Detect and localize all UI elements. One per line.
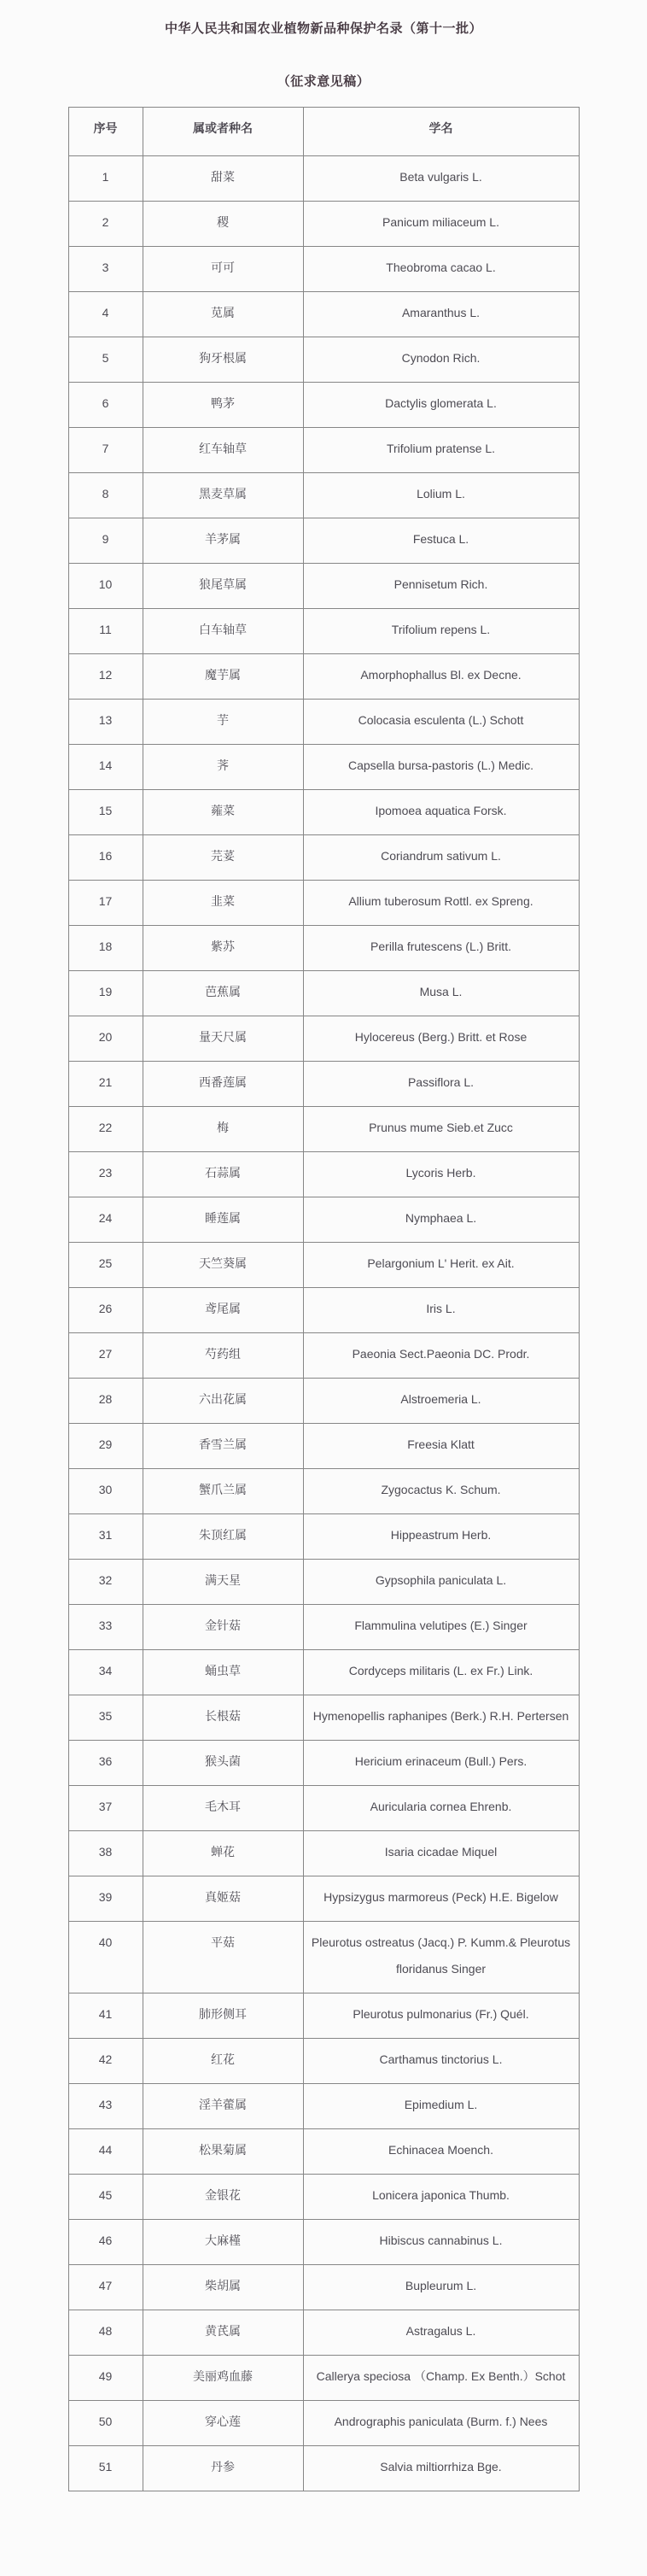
scientific-name-cell: Alstroemeria L.: [303, 1379, 579, 1424]
genus-name-cell: 可可: [143, 247, 303, 292]
table-row: [68, 1650, 579, 1695]
genus-name-cell: 金针菇: [143, 1605, 303, 1650]
row-number-cell: 12: [68, 654, 143, 700]
genus-name-cell: 鸭茅: [143, 383, 303, 428]
row-number-cell: 6: [68, 383, 143, 428]
genus-name-cell: 六出花属: [143, 1379, 303, 1424]
table-row: [68, 2220, 579, 2265]
row-number-cell: 17: [68, 881, 143, 926]
table-row: [68, 1424, 579, 1469]
scientific-name-cell: Panicum miliaceum L.: [303, 202, 579, 247]
row-number-cell: 23: [68, 1152, 143, 1197]
table-row: [68, 1560, 579, 1605]
table-row: [68, 2265, 579, 2310]
row-number-cell: 3: [68, 247, 143, 292]
scientific-name-cell: Lycoris Herb.: [303, 1152, 579, 1197]
table-row: [68, 1107, 579, 1152]
table-row: [68, 1379, 579, 1424]
row-number-cell: 44: [68, 2129, 143, 2175]
table-row: [68, 1695, 579, 1741]
genus-name-cell: 芫荽: [143, 835, 303, 881]
genus-name-cell: 美丽鸡血藤: [143, 2356, 303, 2401]
row-number-cell: 49: [68, 2356, 143, 2401]
genus-name-cell: 紫苏: [143, 926, 303, 971]
table-row: [68, 2039, 579, 2084]
document-title: 中华人民共和国农业植物新品种保护名录（第十一批）: [164, 21, 482, 36]
genus-name-cell: 黄芪属: [143, 2310, 303, 2356]
row-number-cell: 34: [68, 1650, 143, 1695]
document-subtitle: （征求意见稿）: [277, 74, 370, 89]
scientific-name-cell: Carthamus tinctorius L.: [303, 2039, 579, 2084]
genus-name-cell: 黑麦草属: [143, 473, 303, 518]
table-row: [68, 1741, 579, 1786]
scientific-name-cell: Isaria cicadae Miquel: [303, 1831, 579, 1876]
row-number-cell: 11: [68, 609, 143, 654]
scientific-name-cell: Hericium erinaceum (Bull.) Pers.: [303, 1741, 579, 1786]
genus-name-cell: 蛹虫草: [143, 1650, 303, 1695]
table-row: [68, 564, 579, 609]
genus-name-cell: 鸢尾属: [143, 1288, 303, 1333]
table-row: [68, 609, 579, 654]
scientific-name-cell: Musa L.: [303, 971, 579, 1016]
row-number-cell: 35: [68, 1695, 143, 1741]
scientific-name-cell: Festuca L.: [303, 518, 579, 564]
scientific-name-cell: Bupleurum L.: [303, 2265, 579, 2310]
table-row: [68, 518, 579, 564]
row-number-cell: 1: [68, 156, 143, 202]
table-row: [68, 1993, 579, 2039]
genus-name-cell: 松果菊属: [143, 2129, 303, 2175]
scientific-name-cell: Callerya speciosa （Champ. Ex Benth.）Schot: [303, 2356, 579, 2401]
table-row: [68, 247, 579, 292]
table-row: [68, 473, 579, 518]
scientific-name-cell: Hymenopellis raphanipes (Berk.) R.H. Pertersen: [303, 1695, 579, 1741]
genus-name-cell: 朱顶红属: [143, 1514, 303, 1560]
genus-name-cell: 芍药组: [143, 1333, 303, 1379]
row-number-cell: 50: [68, 2401, 143, 2446]
scientific-name-cell: Astragalus L.: [303, 2310, 579, 2356]
table-row: [68, 700, 579, 745]
table-row: [68, 1243, 579, 1288]
row-number-cell: 46: [68, 2220, 143, 2265]
genus-name-cell: 柴胡属: [143, 2265, 303, 2310]
genus-name-cell: 蝉花: [143, 1831, 303, 1876]
genus-name-cell: 长根菇: [143, 1695, 303, 1741]
table-row: [68, 1922, 579, 1993]
scientific-name-cell: Hypsizygus marmoreus (Peck) H.E. Bigelow: [303, 1876, 579, 1922]
row-number-cell: 51: [68, 2446, 143, 2491]
scientific-name-cell: Colocasia esculenta (L.) Schott: [303, 700, 579, 745]
genus-name-cell: 毛木耳: [143, 1786, 303, 1831]
scientific-name-cell: Lonicera japonica Thumb.: [303, 2175, 579, 2220]
genus-name-cell: 香雪兰属: [143, 1424, 303, 1469]
table-row: [68, 1062, 579, 1107]
table-header: [68, 108, 579, 156]
row-number-cell: 36: [68, 1741, 143, 1786]
row-number-cell: 20: [68, 1016, 143, 1062]
scientific-name-cell: Perilla frutescens (L.) Britt.: [303, 926, 579, 971]
row-number-cell: 32: [68, 1560, 143, 1605]
row-number-cell: 22: [68, 1107, 143, 1152]
genus-name-cell: 石蒜属: [143, 1152, 303, 1197]
row-number-cell: 7: [68, 428, 143, 473]
scientific-name-cell: Pleurotus ostreatus (Jacq.) P. Kumm.& Pleurotus floridanus Singer: [303, 1922, 579, 1993]
table-row: [68, 1288, 579, 1333]
row-number-cell: 16: [68, 835, 143, 881]
table-row: [68, 1152, 579, 1197]
row-number-cell: 24: [68, 1197, 143, 1243]
scientific-name-cell: Cordyceps militaris (L. ex Fr.) Link.: [303, 1650, 579, 1695]
row-number-cell: 37: [68, 1786, 143, 1831]
scientific-name-cell: Hippeastrum Herb.: [303, 1514, 579, 1560]
table-body: [68, 156, 579, 2491]
scientific-name-cell: Pennisetum Rich.: [303, 564, 579, 609]
genus-name-cell: 稷: [143, 202, 303, 247]
scientific-name-cell: Iris L.: [303, 1288, 579, 1333]
table-row: [68, 881, 579, 926]
table-row: [68, 926, 579, 971]
scientific-name-cell: Epimedium L.: [303, 2084, 579, 2129]
genus-name-cell: 睡莲属: [143, 1197, 303, 1243]
table-row: [68, 2446, 579, 2491]
row-number-cell: 40: [68, 1922, 143, 1993]
column-header-serial-number: 序号: [68, 108, 143, 156]
genus-name-cell: 淫羊藿属: [143, 2084, 303, 2129]
genus-name-cell: 肺形侧耳: [143, 1993, 303, 2039]
genus-name-cell: 真姬菇: [143, 1876, 303, 1922]
row-number-cell: 47: [68, 2265, 143, 2310]
genus-name-cell: 羊茅属: [143, 518, 303, 564]
table-row: [68, 1514, 579, 1560]
table-row: [68, 337, 579, 383]
row-number-cell: 29: [68, 1424, 143, 1469]
scientific-name-cell: Auricularia cornea Ehrenb.: [303, 1786, 579, 1831]
row-number-cell: 28: [68, 1379, 143, 1424]
scientific-name-cell: Amorphophallus Bl. ex Decne.: [303, 654, 579, 700]
table-row: [68, 2356, 579, 2401]
genus-name-cell: 红车轴草: [143, 428, 303, 473]
genus-name-cell: 平菇: [143, 1922, 303, 1993]
genus-name-cell: 白车轴草: [143, 609, 303, 654]
table-row: [68, 2310, 579, 2356]
genus-name-cell: 苋属: [143, 292, 303, 337]
table-row: [68, 1605, 579, 1650]
genus-name-cell: 穿心莲: [143, 2401, 303, 2446]
table-row: [68, 1469, 579, 1514]
scientific-name-cell: Dactylis glomerata L.: [303, 383, 579, 428]
row-number-cell: 33: [68, 1605, 143, 1650]
row-number-cell: 9: [68, 518, 143, 564]
row-number-cell: 4: [68, 292, 143, 337]
table-row: [68, 1876, 579, 1922]
table-row: [68, 1786, 579, 1831]
scientific-name-cell: Amaranthus L.: [303, 292, 579, 337]
scientific-name-cell: Salvia miltiorrhiza Bge.: [303, 2446, 579, 2491]
genus-name-cell: 蕹菜: [143, 790, 303, 835]
genus-name-cell: 狼尾草属: [143, 564, 303, 609]
column-header-genus-or-species: 属或者种名: [143, 108, 303, 156]
row-number-cell: 2: [68, 202, 143, 247]
genus-name-cell: 梅: [143, 1107, 303, 1152]
row-number-cell: 18: [68, 926, 143, 971]
scientific-name-cell: Theobroma cacao L.: [303, 247, 579, 292]
scientific-name-cell: Capsella bursa-pastoris (L.) Medic.: [303, 745, 579, 790]
scientific-name-cell: Allium tuberosum Rottl. ex Spreng.: [303, 881, 579, 926]
genus-name-cell: 韭菜: [143, 881, 303, 926]
genus-name-cell: 荠: [143, 745, 303, 790]
table-row: [68, 2175, 579, 2220]
table-row: [68, 428, 579, 473]
scientific-name-cell: Gypsophila paniculata L.: [303, 1560, 579, 1605]
table-row: [68, 2084, 579, 2129]
table-row: [68, 1333, 579, 1379]
scientific-name-cell: Trifolium pratense L.: [303, 428, 579, 473]
row-number-cell: 27: [68, 1333, 143, 1379]
column-header-scientific-name: 学名: [303, 108, 579, 156]
row-number-cell: 42: [68, 2039, 143, 2084]
row-number-cell: 5: [68, 337, 143, 383]
scientific-name-cell: Passiflora L.: [303, 1062, 579, 1107]
scientific-name-cell: Hibiscus cannabinus L.: [303, 2220, 579, 2265]
table-header-row: [68, 108, 579, 156]
table-row: [68, 202, 579, 247]
scientific-name-cell: Freesia Klatt: [303, 1424, 579, 1469]
genus-name-cell: 天竺葵属: [143, 1243, 303, 1288]
table-row: [68, 790, 579, 835]
genus-name-cell: 金银花: [143, 2175, 303, 2220]
scientific-name-cell: Hylocereus (Berg.) Britt. et Rose: [303, 1016, 579, 1062]
plant-variety-table: [68, 107, 580, 2491]
table-row: [68, 292, 579, 337]
scientific-name-cell: Ipomoea aquatica Forsk.: [303, 790, 579, 835]
row-number-cell: 14: [68, 745, 143, 790]
row-number-cell: 45: [68, 2175, 143, 2220]
genus-name-cell: 红花: [143, 2039, 303, 2084]
genus-name-cell: 蟹爪兰属: [143, 1469, 303, 1514]
genus-name-cell: 狗牙根属: [143, 337, 303, 383]
table-row: [68, 654, 579, 700]
row-number-cell: 38: [68, 1831, 143, 1876]
table-row: [68, 1831, 579, 1876]
table-row: [68, 835, 579, 881]
genus-name-cell: 满天星: [143, 1560, 303, 1605]
scientific-name-cell: Pleurotus pulmonarius (Fr.) Quél.: [303, 1993, 579, 2039]
genus-name-cell: 猴头菌: [143, 1741, 303, 1786]
scientific-name-cell: Echinacea Moench.: [303, 2129, 579, 2175]
scientific-name-cell: Prunus mume Sieb.et Zucc: [303, 1107, 579, 1152]
row-number-cell: 15: [68, 790, 143, 835]
genus-name-cell: 芋: [143, 700, 303, 745]
row-number-cell: 43: [68, 2084, 143, 2129]
table-row: [68, 383, 579, 428]
row-number-cell: 10: [68, 564, 143, 609]
table-row: [68, 745, 579, 790]
scientific-name-cell: Lolium L.: [303, 473, 579, 518]
scientific-name-cell: Zygocactus K. Schum.: [303, 1469, 579, 1514]
row-number-cell: 41: [68, 1993, 143, 2039]
row-number-cell: 19: [68, 971, 143, 1016]
row-number-cell: 21: [68, 1062, 143, 1107]
genus-name-cell: 芭蕉属: [143, 971, 303, 1016]
genus-name-cell: 大麻槿: [143, 2220, 303, 2265]
scientific-name-cell: Beta vulgaris L.: [303, 156, 579, 202]
row-number-cell: 48: [68, 2310, 143, 2356]
genus-name-cell: 量天尺属: [143, 1016, 303, 1062]
genus-name-cell: 丹参: [143, 2446, 303, 2491]
row-number-cell: 39: [68, 1876, 143, 1922]
row-number-cell: 25: [68, 1243, 143, 1288]
table-row: [68, 971, 579, 1016]
table-row: [68, 2129, 579, 2175]
scientific-name-cell: Flammulina velutipes (E.) Singer: [303, 1605, 579, 1650]
genus-name-cell: 甜菜: [143, 156, 303, 202]
genus-name-cell: 魔芋属: [143, 654, 303, 700]
table-row: [68, 1016, 579, 1062]
scientific-name-cell: Trifolium repens L.: [303, 609, 579, 654]
scientific-name-cell: Paeonia Sect.Paeonia DC. Prodr.: [303, 1333, 579, 1379]
table-row: [68, 2401, 579, 2446]
genus-name-cell: 西番莲属: [143, 1062, 303, 1107]
row-number-cell: 13: [68, 700, 143, 745]
scientific-name-cell: Coriandrum sativum L.: [303, 835, 579, 881]
row-number-cell: 30: [68, 1469, 143, 1514]
scientific-name-cell: Cynodon Rich.: [303, 337, 579, 383]
scientific-name-cell: Pelargonium L' Herit. ex Ait.: [303, 1243, 579, 1288]
table-row: [68, 1197, 579, 1243]
row-number-cell: 26: [68, 1288, 143, 1333]
scientific-name-cell: Nymphaea L.: [303, 1197, 579, 1243]
scientific-name-cell: Andrographis paniculata (Burm. f.) Nees: [303, 2401, 579, 2446]
row-number-cell: 8: [68, 473, 143, 518]
table-row: [68, 156, 579, 202]
row-number-cell: 31: [68, 1514, 143, 1560]
